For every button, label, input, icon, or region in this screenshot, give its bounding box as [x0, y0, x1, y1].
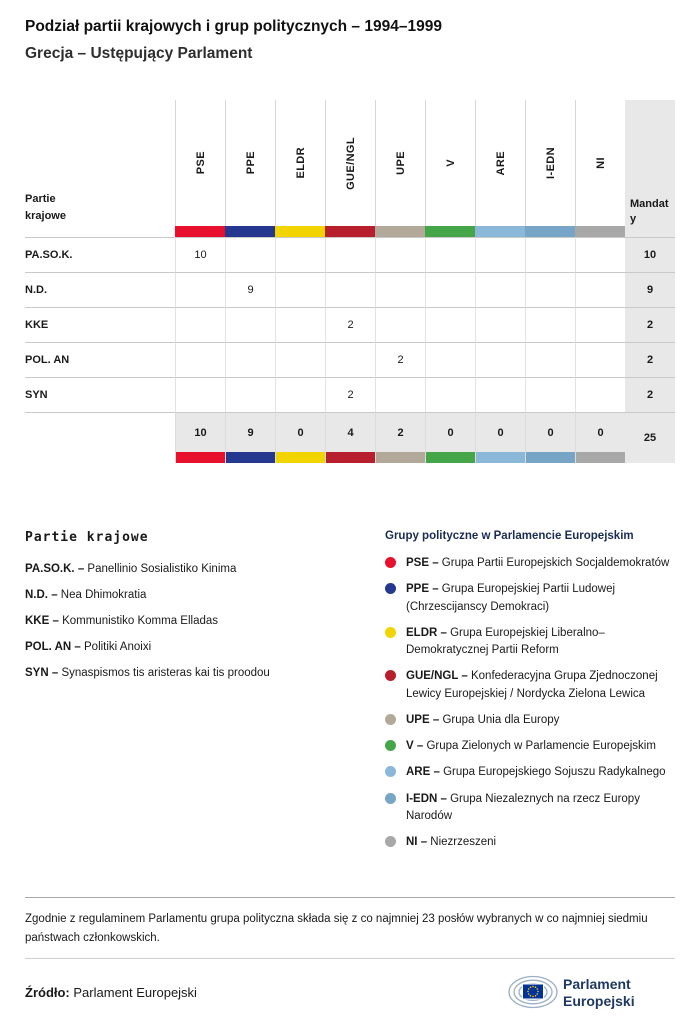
- total-cell: [425, 412, 475, 463]
- results-table: [25, 100, 675, 463]
- footnote-text: Zgodnie z regulaminem Parlamentu grupa polityczna składa się z co najmniej 23 posłów wybranych w co najmniej siedmiu państwach członkowskich.: [25, 913, 648, 944]
- value-cell: [275, 307, 325, 342]
- group-description: PSE – Grupa Partii Europejskich Socjaldemokratów: [406, 557, 670, 569]
- source-text: [25, 985, 197, 1000]
- group-color-dot: [385, 583, 396, 594]
- group-color-dot: [385, 670, 396, 681]
- color-strip-UPE: [375, 226, 425, 237]
- value-cell: [375, 272, 425, 307]
- legend-parties: [25, 530, 385, 860]
- value-cell: [375, 237, 425, 272]
- group-description: ARE – Grupa Europejskiego Sojuszu Radykalnego: [406, 766, 666, 779]
- total-value: 9: [247, 426, 254, 439]
- group-color-dot: [385, 740, 396, 751]
- group-color-dot: [385, 793, 396, 804]
- value-cell: [525, 342, 575, 377]
- logo-text-line2: Europejski: [563, 993, 635, 1009]
- legend-group-item: [385, 791, 675, 826]
- column-label: PPE: [244, 151, 257, 175]
- legend-party-item: KKE – Kommunistiko Komma Elladas: [25, 615, 219, 628]
- mandates-total: 25: [625, 412, 675, 463]
- mandates-column-header: Mandaty: [625, 100, 675, 237]
- european-parliament-logo: [507, 967, 675, 1017]
- column-header-V: [425, 100, 475, 226]
- value-cell: 2: [375, 342, 425, 377]
- total-cell: [375, 412, 425, 463]
- column-label: ARE: [494, 150, 507, 176]
- legend-group-item: [385, 668, 675, 703]
- column-label: ELDR: [294, 147, 307, 179]
- legend-party-item: PA.SO.K. – Panellinio Sosialistiko Kinima: [25, 563, 237, 575]
- value-cell: [575, 342, 625, 377]
- total-cell: [575, 412, 625, 463]
- column-header-I-EDN: [525, 100, 575, 226]
- value-cell: [175, 307, 225, 342]
- legend-party-item: SYN – Synaspismos tis aristeras kai tis proodou: [25, 667, 270, 680]
- value-cell: [525, 307, 575, 342]
- page-subtitle: Grecja – Ustępujący Parlament: [25, 45, 253, 62]
- source-label: Źródło:: [25, 984, 70, 1000]
- source-value: Parlament Europejski: [73, 984, 197, 1000]
- value-cell: [275, 342, 325, 377]
- total-value: 0: [447, 426, 454, 439]
- value-cell: [175, 342, 225, 377]
- value-cell: 10: [175, 237, 225, 272]
- total-cell: [475, 412, 525, 463]
- column-header-ARE: [475, 100, 525, 226]
- page-title: Podział partii krajowych i grup politycznych – 1994–1999: [25, 18, 442, 35]
- value-cell: [425, 342, 475, 377]
- value-cell: 2: [325, 377, 375, 412]
- value-cell: [225, 342, 275, 377]
- legend-section: [25, 530, 675, 860]
- party-name: SYN: [25, 377, 175, 412]
- group-color-dot: [385, 836, 396, 847]
- column-header-NI: [575, 100, 625, 226]
- group-color-dot: [385, 627, 396, 638]
- total-value: 0: [547, 426, 554, 439]
- party-name: POL. AN: [25, 342, 175, 377]
- group-color-dot: [385, 557, 396, 568]
- total-color-bar: [526, 452, 575, 463]
- color-strip-V: [425, 226, 475, 237]
- column-label: PSE: [194, 151, 207, 175]
- value-cell: [475, 307, 525, 342]
- total-color-bar: [576, 452, 625, 463]
- legend-group-item: [385, 581, 675, 616]
- group-description: UPE – Grupa Unia dla Europy: [406, 713, 560, 726]
- party-name: N.D.: [25, 272, 175, 307]
- value-cell: [475, 377, 525, 412]
- column-label: V: [444, 159, 457, 167]
- column-header-ELDR: [275, 100, 325, 226]
- totals-spacer-cell: [25, 412, 175, 463]
- row-header-label: Partie krajowe: [25, 192, 66, 222]
- total-cell: [325, 412, 375, 463]
- value-cell: [275, 377, 325, 412]
- legend-group-item: [385, 555, 675, 572]
- party-name: KKE: [25, 307, 175, 342]
- total-color-bar: [226, 452, 275, 463]
- legend-parties-title: Partie krajowe: [25, 530, 149, 545]
- color-strip-ELDR: [275, 226, 325, 237]
- total-value: 4: [347, 426, 354, 439]
- group-description: NI – Niezrzeszeni: [406, 836, 497, 848]
- column-label: GUE/NGL: [344, 136, 357, 190]
- column-header-GUE/NGL: [325, 100, 375, 226]
- legend-group-item: [385, 625, 675, 660]
- color-strip-ARE: [475, 226, 525, 237]
- value-cell: [225, 307, 275, 342]
- total-cell: [225, 412, 275, 463]
- value-cell: [175, 272, 225, 307]
- group-description: PPE – Grupa Europejskiej Partii Ludowej (Chrzescijanscy Demokraci): [406, 583, 616, 613]
- value-cell: [275, 237, 325, 272]
- total-color-bar: [326, 452, 375, 463]
- value-cell: [475, 342, 525, 377]
- group-color-dot: [385, 766, 396, 777]
- total-color-bar: [276, 452, 325, 463]
- total-value: 2: [397, 426, 404, 439]
- logo-text-line1: Parlament: [563, 976, 631, 992]
- value-cell: [425, 272, 475, 307]
- eu-flag-icon: [523, 984, 544, 999]
- column-header-PPE: [225, 100, 275, 226]
- value-cell: [525, 237, 575, 272]
- document-header: [25, 18, 675, 63]
- total-cell: [525, 412, 575, 463]
- color-strip-NI: [575, 226, 625, 237]
- value-cell: [175, 377, 225, 412]
- value-cell: [325, 237, 375, 272]
- value-cell: [225, 377, 275, 412]
- legend-groups: [385, 530, 675, 860]
- total-value: 0: [497, 426, 504, 439]
- value-cell: [475, 237, 525, 272]
- value-cell: [375, 307, 425, 342]
- value-cell: 9: [225, 272, 275, 307]
- column-label: NI: [594, 157, 607, 169]
- party-name: PA.SO.K.: [25, 237, 175, 272]
- column-label: I-EDN: [544, 147, 557, 179]
- color-strip-PSE: [175, 226, 225, 237]
- value-cell: [425, 237, 475, 272]
- legend-group-item: [385, 712, 675, 729]
- mandates-cell: 10: [625, 237, 675, 272]
- legend-group-item: [385, 738, 675, 755]
- group-description: I-EDN – Grupa Niezaleznych na rzecz Europy Narodów: [406, 792, 640, 822]
- column-header-UPE: [375, 100, 425, 226]
- group-description: GUE/NGL – Konfederacyjna Grupa Zjednoczonej Lewicy Europejskiej / Nordycka Zielona Lewica: [406, 670, 658, 700]
- group-description: V – Grupa Zielonych w Parlamencie Europejskim: [406, 740, 656, 752]
- legend-group-item: [385, 764, 675, 781]
- total-value: 10: [194, 426, 207, 439]
- legend-groups-title: Grupy polityczne w Parlamencie Europejskim: [385, 530, 634, 542]
- color-strip-I-EDN: [525, 226, 575, 237]
- legend-party-item: POL. AN – Politiki Anoixi: [25, 641, 152, 654]
- value-cell: [325, 272, 375, 307]
- value-cell: [575, 377, 625, 412]
- legend-party-item: N.D. – Nea Dhimokratia: [25, 589, 147, 602]
- value-cell: [275, 272, 325, 307]
- total-color-bar: [376, 452, 425, 463]
- legend-parties-list: [25, 561, 385, 681]
- total-color-bar: [476, 452, 525, 463]
- total-color-bar: [176, 452, 225, 463]
- value-cell: [525, 377, 575, 412]
- value-cell: [475, 272, 525, 307]
- color-strip-PPE: [225, 226, 275, 237]
- value-cell: [425, 307, 475, 342]
- value-cell: [575, 272, 625, 307]
- value-cell: [375, 377, 425, 412]
- row-header-cell: [25, 100, 175, 237]
- value-cell: [525, 272, 575, 307]
- value-cell: [325, 342, 375, 377]
- total-value: 0: [297, 426, 304, 439]
- total-cell: [275, 412, 325, 463]
- group-description: ELDR – Grupa Europejskiej Liberalno–Demokratycznej Partii Reform: [406, 626, 605, 656]
- total-color-bar: [426, 452, 475, 463]
- value-cell: [225, 237, 275, 272]
- mandates-cell: 2: [625, 307, 675, 342]
- total-value: 0: [597, 426, 604, 439]
- mandates-cell: 2: [625, 377, 675, 412]
- mandates-cell: 9: [625, 272, 675, 307]
- total-cell: [175, 412, 225, 463]
- legend-group-item: [385, 834, 675, 851]
- results-table-section: [25, 100, 675, 463]
- value-cell: [575, 237, 625, 272]
- column-header-PSE: [175, 100, 225, 226]
- value-cell: [425, 377, 475, 412]
- value-cell: [575, 307, 625, 342]
- footnote-section: [25, 897, 675, 948]
- legend-groups-list: [385, 555, 675, 851]
- group-color-dot: [385, 714, 396, 725]
- source-section: [25, 958, 675, 1017]
- value-cell: 2: [325, 307, 375, 342]
- column-label: UPE: [394, 151, 407, 175]
- mandates-cell: 2: [625, 342, 675, 377]
- color-strip-GUE/NGL: [325, 226, 375, 237]
